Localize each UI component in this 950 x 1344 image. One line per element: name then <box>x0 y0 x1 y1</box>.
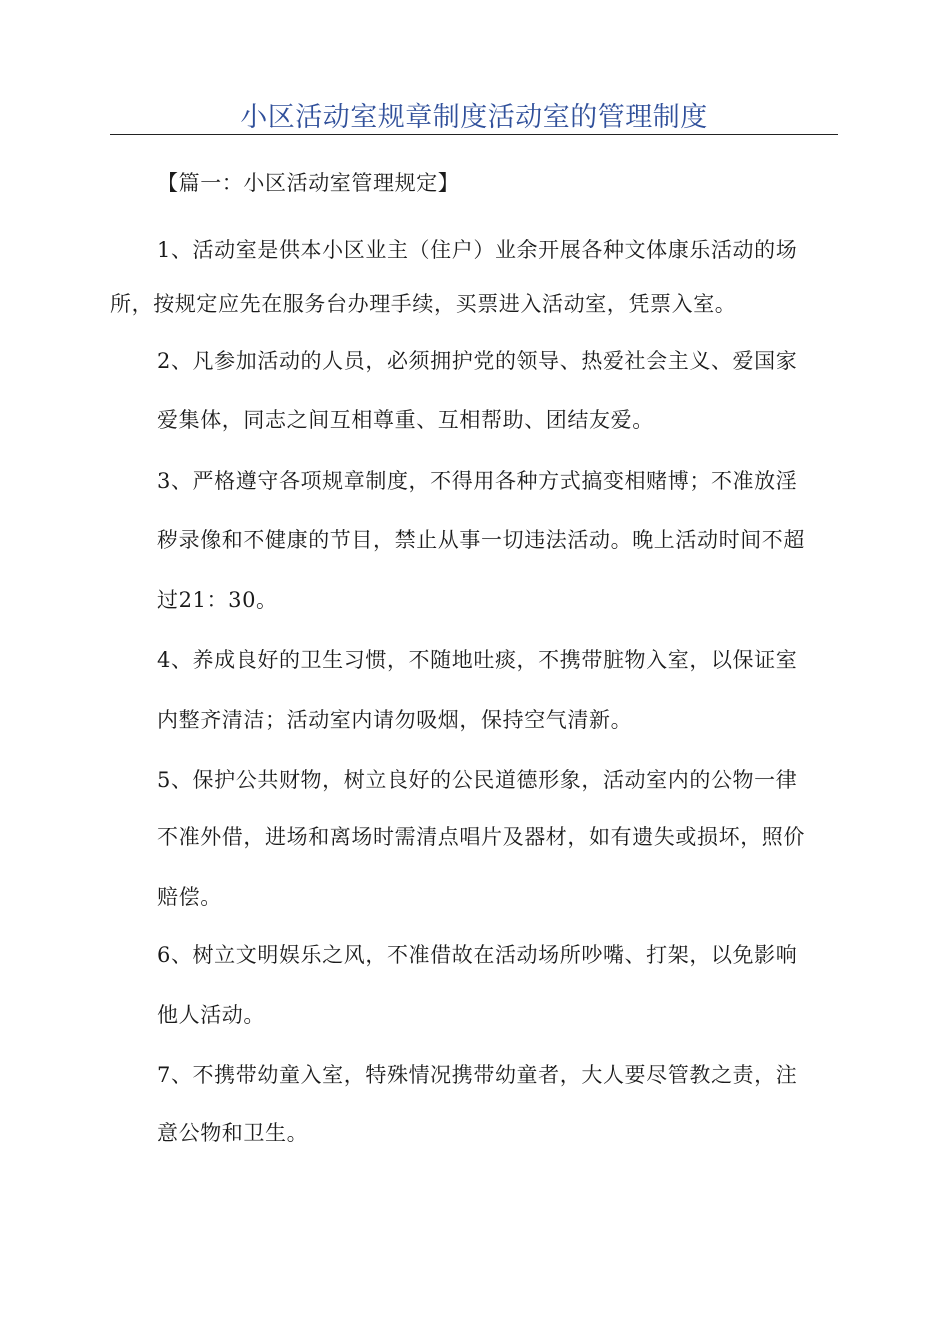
paragraph-line: 他人活动。 <box>157 1003 265 1027</box>
document-title: 小区活动室规章制度活动室的管理制度 <box>240 102 708 133</box>
paragraph-line: 5、保护公共财物，树立良好的公民道德形象，活动室内的公物一律 <box>157 768 798 792</box>
paragraph-line: 秽录像和不健康的节目，禁止从事一切违法活动。晚上活动时间不超 <box>157 528 805 552</box>
paragraph-line: 意公物和卫生。 <box>157 1121 309 1145</box>
title-underline <box>110 134 838 135</box>
paragraph-line: 3、严格遵守各项规章制度，不得用各种方式搞变相赌博；不准放淫 <box>157 469 798 493</box>
paragraph-line: 内整齐清洁；活动室内请勿吸烟，保持空气清新。 <box>157 708 633 732</box>
paragraph-line: 4、养成良好的卫生习惯，不随地吐痰，不携带脏物入室，以保证室 <box>157 648 798 672</box>
paragraph-line: 不准外借，进场和离场时需清点唱片及器材，如有遗失或损坏，照价 <box>157 825 805 849</box>
paragraph-line: 6、树立文明娱乐之风，不准借故在活动场所吵嘴、打架，以免影响 <box>157 943 798 967</box>
paragraph-line: 过21：30。 <box>157 588 278 612</box>
paragraph-line: 爱集体，同志之间互相尊重、互相帮助、团结友爱。 <box>157 408 654 432</box>
paragraph-line: 7、不携带幼童入室，特殊情况携带幼童者，大人要尽管教之责，注 <box>157 1063 798 1087</box>
paragraph-line: 赔偿。 <box>157 885 222 909</box>
section-heading: 【篇一：小区活动室管理规定】 <box>157 171 460 195</box>
paragraph-line: 所，按规定应先在服务台办理手续，买票进入活动室，凭票入室。 <box>110 292 737 316</box>
paragraph-line: 1、活动室是供本小区业主（住户）业余开展各种文体康乐活动的场 <box>157 238 798 262</box>
paragraph-line: 2、凡参加活动的人员，必须拥护党的领导、热爱社会主义、爱国家 <box>157 349 798 373</box>
